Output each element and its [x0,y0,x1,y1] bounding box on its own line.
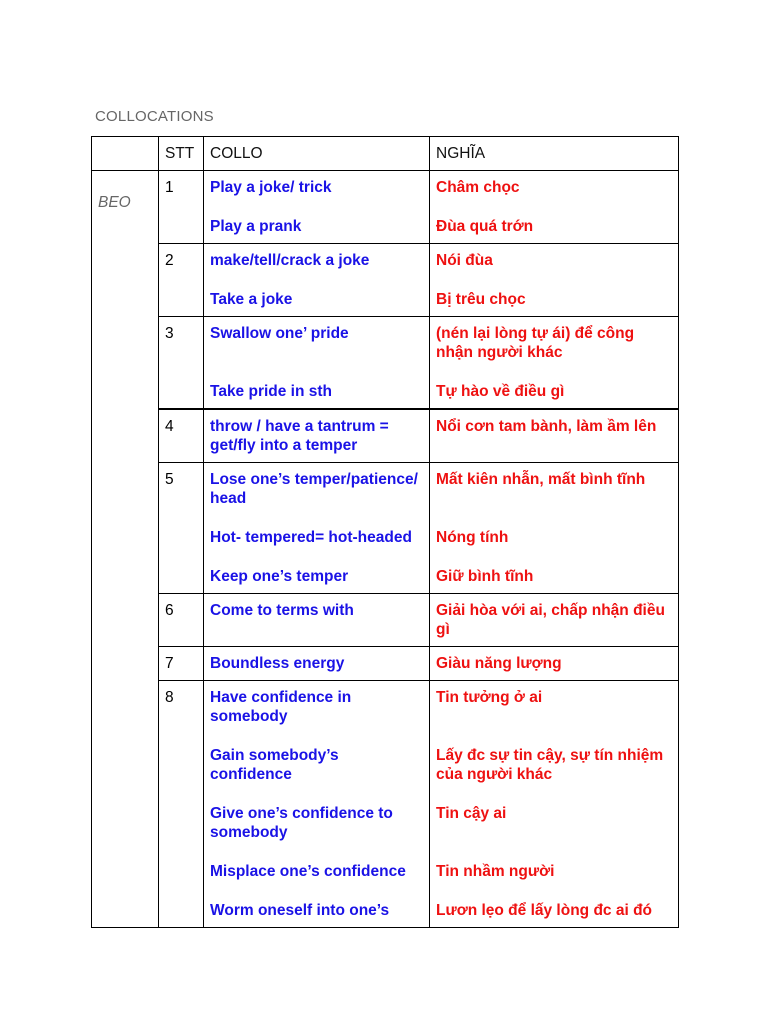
row-number: 4 [159,409,204,463]
row-number: 8 [159,680,204,927]
group-label: BEO [92,170,159,927]
row-number: 3 [159,316,204,409]
meaning-cell [430,170,679,243]
row-number: 7 [159,646,204,680]
meaning-text: Nổi cơn tam bành, làm ầm lên [436,417,657,435]
table-row [92,316,679,409]
meaning-text: Lấy đc sự tin cậy, sự tín nhiệm của người khác [436,746,664,783]
collocation-text: Take a joke [210,290,293,308]
meaning-text: Bị trêu chọc [436,290,526,308]
meaning-cell [430,593,679,646]
table-row [92,680,679,927]
row-number: 6 [159,593,204,646]
meaning-text: Tin cậy ai [436,804,507,822]
collocation-cell [204,243,430,316]
collocation-text: Give one’s confidence to somebody [210,804,393,841]
meaning-cell [430,409,679,463]
row-number: 2 [159,243,204,316]
meaning-cell [430,243,679,316]
collocation-text: Misplace one’s confidence [210,862,406,880]
meaning-text: Giàu năng lượng [436,654,562,672]
table-row [92,170,679,243]
collocation-cell [204,462,430,593]
table-row [92,243,679,316]
collocation-text: Worm oneself into one’s [210,901,390,919]
meaning-text: Châm chọc [436,178,520,196]
meaning-text: Nóng tính [436,528,509,546]
meaning-cell [430,680,679,927]
collocation-text: throw / have a tantrum = get/fly into a temper [210,417,389,454]
collocation-cell [204,593,430,646]
meaning-text: Tin tưởng ở ai [436,688,543,706]
collocation-text: Swallow one’ pride [210,324,349,342]
meaning-text: Giữ bình tĩnh [436,567,534,585]
collocation-cell [204,170,430,243]
collocation-text: Lose one’s temper/patience/ head [210,470,418,507]
collocation-cell [204,316,430,409]
collocation-text: Have confidence in somebody [210,688,352,725]
meaning-text: Nói đùa [436,251,493,269]
document-title: COLLOCATIONS [95,108,214,125]
meaning-text: Lươn lẹo để lấy lòng đc ai đó [436,901,653,919]
header-meaning: NGHĨA [430,137,679,171]
collocation-text: Keep one’s temper [210,567,349,585]
meaning-cell [430,646,679,680]
row-number: 5 [159,462,204,593]
table-row [92,593,679,646]
meaning-text: (nén lại lòng tự ái) để công nhận người khác [436,324,635,361]
meaning-text: Đùa quá trớn [436,217,534,235]
table-row [92,409,679,463]
meaning-text: Mất kiên nhẫn, mất bình tĩnh [436,470,646,488]
collocation-text: Gain somebody’s confidence [210,746,339,783]
table-row [92,462,679,593]
meaning-cell [430,316,679,409]
table-row [92,646,679,680]
collocation-text: Boundless energy [210,654,345,672]
collocation-text: Take pride in sth [210,382,333,400]
header-collo: COLLO [204,137,430,171]
meaning-cell [430,462,679,593]
collocation-cell [204,646,430,680]
collocation-text: Play a prank [210,217,302,235]
collocation-cell [204,409,430,463]
collocation-text: make/tell/crack a joke [210,251,370,269]
collocation-text: Come to terms with [210,601,354,619]
header-stt: STT [159,137,204,171]
meaning-text: Giải hòa với ai, chấp nhận điều gì [436,601,665,638]
meaning-text: Tự hào về điều gì [436,382,565,400]
collocation-cell [204,680,430,927]
row-number: 1 [159,170,204,243]
collocation-text: Play a joke/ trick [210,178,332,196]
meaning-text: Tin nhầm người [436,862,555,880]
header-blank-cell [92,137,159,171]
collocation-text: Hot- tempered= hot-headed [210,528,412,546]
collocations-table [91,136,679,928]
table-header-row [92,137,679,171]
